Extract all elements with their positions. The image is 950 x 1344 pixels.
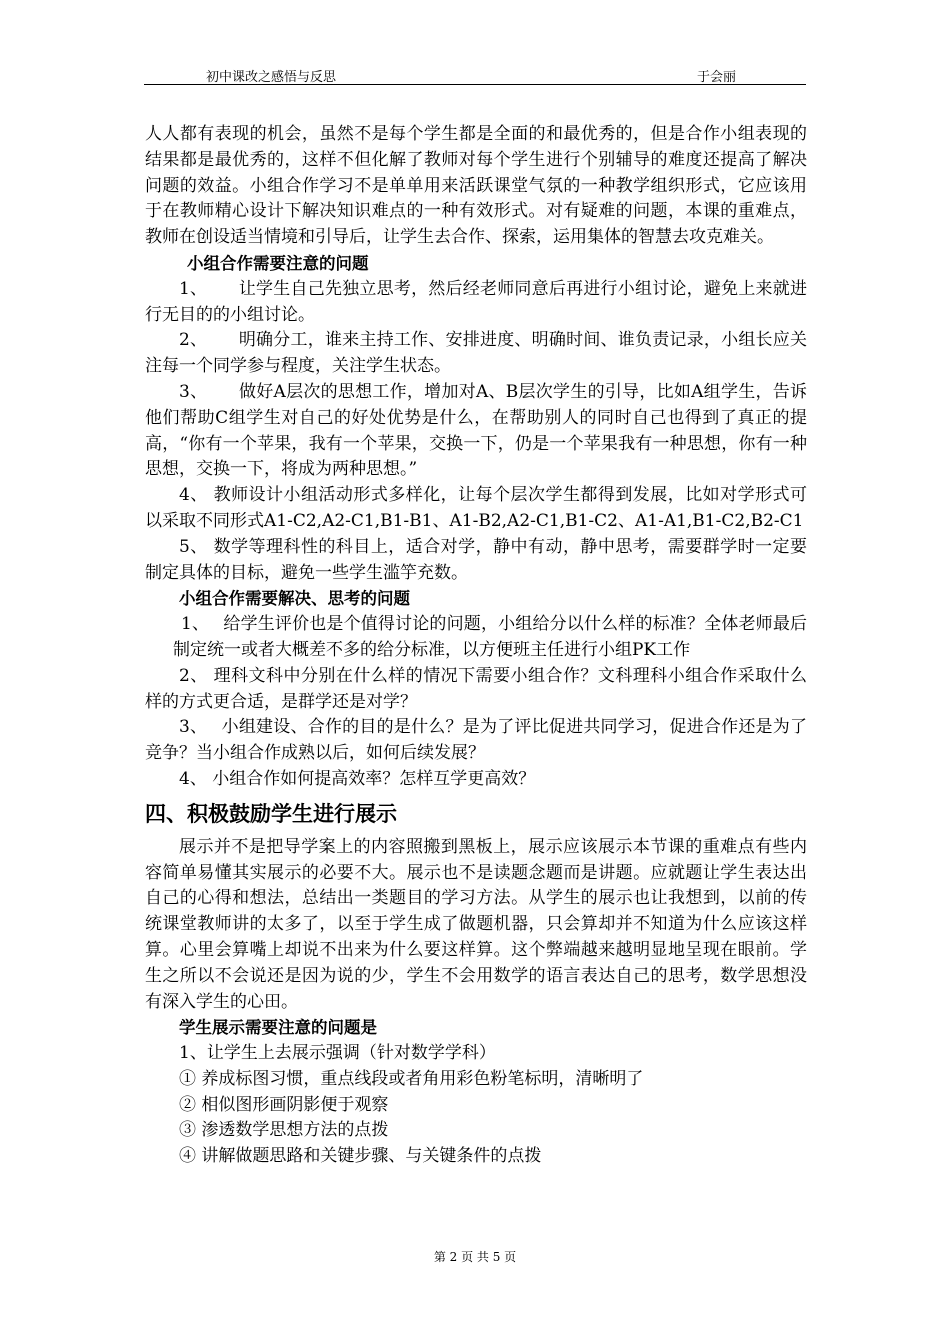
section-title-display: 四、积极鼓励学生进行展示 [145,801,397,826]
intro-paragraph: 人人都有表现的机会，虽然不是每个学生都是全面的和最优秀的，但是合作小组表现的结果都是最优秀的，这样不但化解了教师对每个学生进行个别辅导的难度还提高了解决问题的效益。小组合作学习不是单单用来活跃课堂气氛的一种教学组织形式，它应该用于在教师精心设计下解决知识难点的一种有效形式。对有疑难的问题，本课的重难点，教师在创设适当情境和引导后，让学生去合作、探索，运用集体的智慧去攻克难关。 [145,124,807,248]
list-item: 1、 给学生评价也是个值得讨论的问题，小组给分以什么样的标准？全体老师最后制定统一或者大概差不多的给分标准，以方便班主任进行小组PK工作 [173,614,807,660]
sub-lead: 1、让学生上去展示强调（针对数学学科） [179,1043,496,1064]
section-heading-notes: 小组合作需要注意的问题 [187,253,369,273]
list-item: 2、 明确分工，谁来主持工作、安排进度、明确时间、谁负责记录，小组长应关注每一个同学参与程度，关注学生状态。 [145,330,807,377]
list-item: 4、 教师设计小组活动形式多样化，让每个层次学生都得到发展，比如对学形式可以采取不同形式A1-C2,A2-C1,B1-B1、A1-B2,A2-C1,B1-C2、A1-A1,B1-C2,B2-C1 [145,485,807,531]
list-item: 1、 让学生自己先独立思考，然后经老师同意后再进行小组讨论，避免上来就进行无目的的小组讨论。 [145,278,807,325]
list-item: ① 养成标图习惯，重点线段或者角用彩色粉笔标明，清晰明了 [179,1068,644,1089]
display-paragraph: 展示并不是把导学案上的内容照搬到黑板上，展示应该展示本节课的重难点有些内容简单易懂其实展示的必要不大。展示也不是读题念题而是讲题。应就题让学生表达出自己的心得和想法，总结出一类题目的学习方法。从学生的展示也让我想到，以前的传统课堂教师讲的太多了，以至于学生成了做题机器，只会算却并不知道为什么应该这样算。心里会算嘴上却说不出来为什么要这样算。这个弊端越来越明显地呈现在眼前。学生之所以不会说还是因为说的少，学生不会用数学的语言表达自己的思考，数学思想没有深入学生的心田。 [145,836,807,1012]
list-item: ③ 渗透数学思想方法的点拨 [179,1120,389,1141]
list-item: 5、 数学等理科性的科目上，适合对学，静中有动，静中思考，需要群学时一定要制定具体的目标，避免一些学生滥竽充数。 [145,536,807,583]
page-header [144,64,806,85]
header-title: 初中课改之感悟与反思 [206,70,337,85]
header-author: 于会丽 [696,70,736,85]
list-item: 3、 小组建设、合作的目的是什么？是为了评比促进共同学习，促进合作还是为了竞争？当小组合作成熟以后，如何后续发展？ [145,717,807,764]
sub-heading: 学生展示需要注意的问题是 [179,1018,377,1038]
list-item: 2、 理科文科中分别在什么样的情况下需要小组合作？文科理科小组合作采取什么样的方式更合适，是群学还是对学？ [145,665,807,712]
list-item: ② 相似图形画阴影便于观察 [179,1094,389,1115]
list-item: 4、 小组合作如何提高效率？怎样互学更高效？ [179,768,536,789]
list-item: ④ 讲解做题思路和关键步骤、与关键条件的点拨 [179,1146,542,1167]
section-heading-questions: 小组合作需要解决、思考的问题 [179,589,410,609]
list-item: 3、 做好A层次的思想工作，增加对A、B层次学生的引导，比如A组学生，告诉他们帮助C组学生对自己的好处优势是什么，在帮助别人的同时自己也得到了真正的提高，“你有一个苹果，我有一个苹果，交换一下，仍是一个苹果我有一种思想，你有一种思想，交换一下，将成为两种思想。” [145,381,807,480]
page-footer: 第 2 页 共 5 页 [433,1250,517,1264]
document-body [145,122,807,1170]
